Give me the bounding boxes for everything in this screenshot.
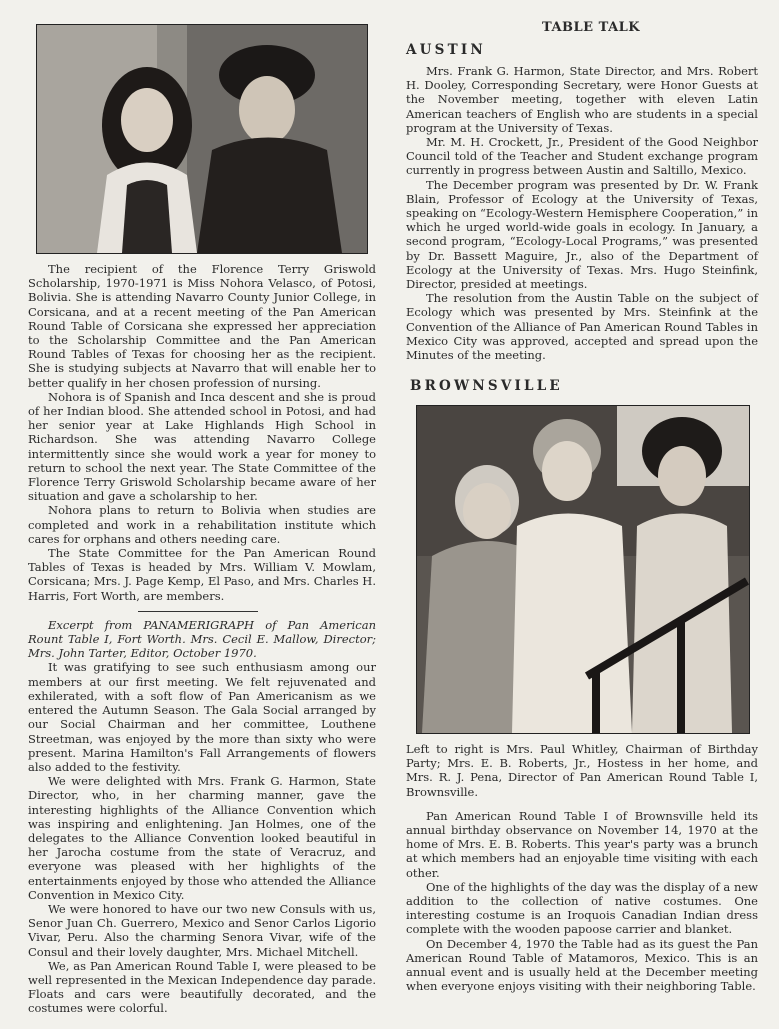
fortworth-paragraph-1: It was gratifying to see such enthusiasm among our members at our first meeting. We felt rejuvenated and exhilerated, with a soft flow of Pan Americanism as we entered the Autumn Season. The Gala Social arranged by our Social Chairman and her committee, Louthene Streetman, was enjoyed by the more than sixty who were present. Marina Hamilton's Fall Arrangements of flowers also added to the festivity. [28,660,376,774]
scholarship-paragraph-3: Nohora plans to return to Bolivia when studies are completed and work in a rehabilitation institute which cares for orphans and others needing care. [28,503,376,546]
excerpt-note: Excerpt from PANAMERIGRAPH of Pan American Rount Table I, Fort Worth. Mrs. Cecil E. Mallow, Director; Mrs. John Tarter, Editor, October 1970. [28,617,376,661]
austin-paragraph-1: Mrs. Frank G. Harmon, State Director, and Mrs. Robert H. Dooley, Corresponding Secretary, were Honor Guests at the November meeting, together with eleven Latin American teachers of English who are students in a special program at the University of Texas. [406,64,758,135]
fortworth-paragraph-4: We, as Pan American Round Table I, were pleased to be well represented in the Mexican Independence day parade. Floats and cars were beautifully decorated, and the costumes were colorful. [28,958,376,1016]
photo-caption: Left to right is Mrs. Paul Whitley, Chairman of Birthday Party; Mrs. E. B. Roberts, Jr., Hostess in her home, and Mrs. R. J. Pena, Director of Pan American Round Table I, Brownsville. [406,742,758,799]
portrait-photo [36,24,368,254]
scholarship-paragraph-2: Nohora is of Spanish and Inca descent and she is proud of her Indian blood. She attended school in Potosi, and had her senior year at Lake Highlands High School in Richardson. She was attending Navarro College intermittently since she would work a year for money to return to school the next year. The State Committee of the Florence Terry Griswold Scholarship became aware of her situation and gave a scholarship to her. [28,389,376,504]
austin-heading: AUSTIN [406,42,486,58]
brownsville-paragraph-1: Pan American Round Table I of Brownsville held its annual birthday observance on November 14, 1970 at the home of Mrs. E. B. Roberts. This year's party was a brunch at which members had an enjoyable time visiting with each other. [406,808,758,880]
austin-paragraph-3: The December program was presented by Dr. W. Frank Blain, Professor of Ecology at the University of Texas, speaking on “Ecology-Western Hemisphere Cooperation,” in which he urged world-wide goals in ecology. In January, a second program, “Ecology-Local Programs,” was presented by Dr. Bassett Maguire, Jr., also of the Department of Ecology at the University of Texas. Mrs. Hugo Steinfink, Director, presided at meetings. [406,177,758,292]
scholarship-paragraph-4: The State Committee for the Pan American Round Tables of Texas is headed by Mrs. William V. Mowlam, Corsicana; Mrs. J. Page Kemp, El Paso, and Mrs. Charles H. Harris, Fort Worth, are members. [28,546,376,603]
divider-rule [138,611,258,612]
brownsville-paragraph-3: On December 4, 1970 the Table had as its guest the Pan American Round Table of Matamoros, Mexico. This is an annual event and is usually held at the December meeting when everyone enjoys visiting with their neighboring Table. [406,936,758,994]
scholarship-paragraph-1: The recipient of the Florence Terry Griswold Scholarship, 1970-1971 is Miss Nohora Velasco, of Potosi, Bolivia. She is attending Navarro County Junior College, in Corsicana, and at a recent meeting of the Pan American Round Table of Corsicana she expressed her appreciation to the Scholarship Committee and the Pan American Round Tables of Texas for choosing her as the recipient. She is studying subjects at Navarro that will enable her to better qualify in her chosen profession of nursing. [28,262,376,390]
austin-paragraph-2: Mr. M. H. Crockett, Jr., President of the Good Neighbor Council told of the Teacher and Student exchange program currently in progress between Austin and Saltillo, Mexico. [406,135,758,178]
austin-paragraph-4: The resolution from the Austin Table on the subject of Ecology which was presented by Mrs. Steinfink at the Convention of the Alliance of Pan American Round Tables in Mexico City was approved, accepted and spread upon the Minutes of the meeting. [406,291,758,363]
page-header-title: TABLE TALK [542,20,641,35]
fortworth-paragraph-3: We were honored to have our two new Consuls with us, Senor Juan Ch. Guerrero, Mexico and Senor Carlos Ligorio Vivar, Peru. Also the charming Senora Vivar, wife of the Consul and their lovely daughter, Mrs. Michael Mitchell. [28,901,376,959]
group-photo [416,405,750,734]
brownsville-paragraph-2: One of the highlights of the day was the display of a new addition to the collection of native costumes. One interesting costume is an Iroquois Canadian Indian dress complete with the wooden papoose carrier and blanket. [406,879,758,937]
fortworth-paragraph-2: We were delighted with Mrs. Frank G. Harmon, State Director, who, in her charming manner, gave the interesting highlights of the Alliance Convention which was inspiring and enlightening. Jan Holmes, one of the delegates to the Alliance Convention looked beautiful in her Jarocha costume from the state of Veracruz, and everyone was pleased with her highlights of the entertainments enjoyed by those who attended the Alliance Convention in Mexico City. [28,774,376,902]
brownsville-heading: BROWNSVILLE [410,378,563,394]
